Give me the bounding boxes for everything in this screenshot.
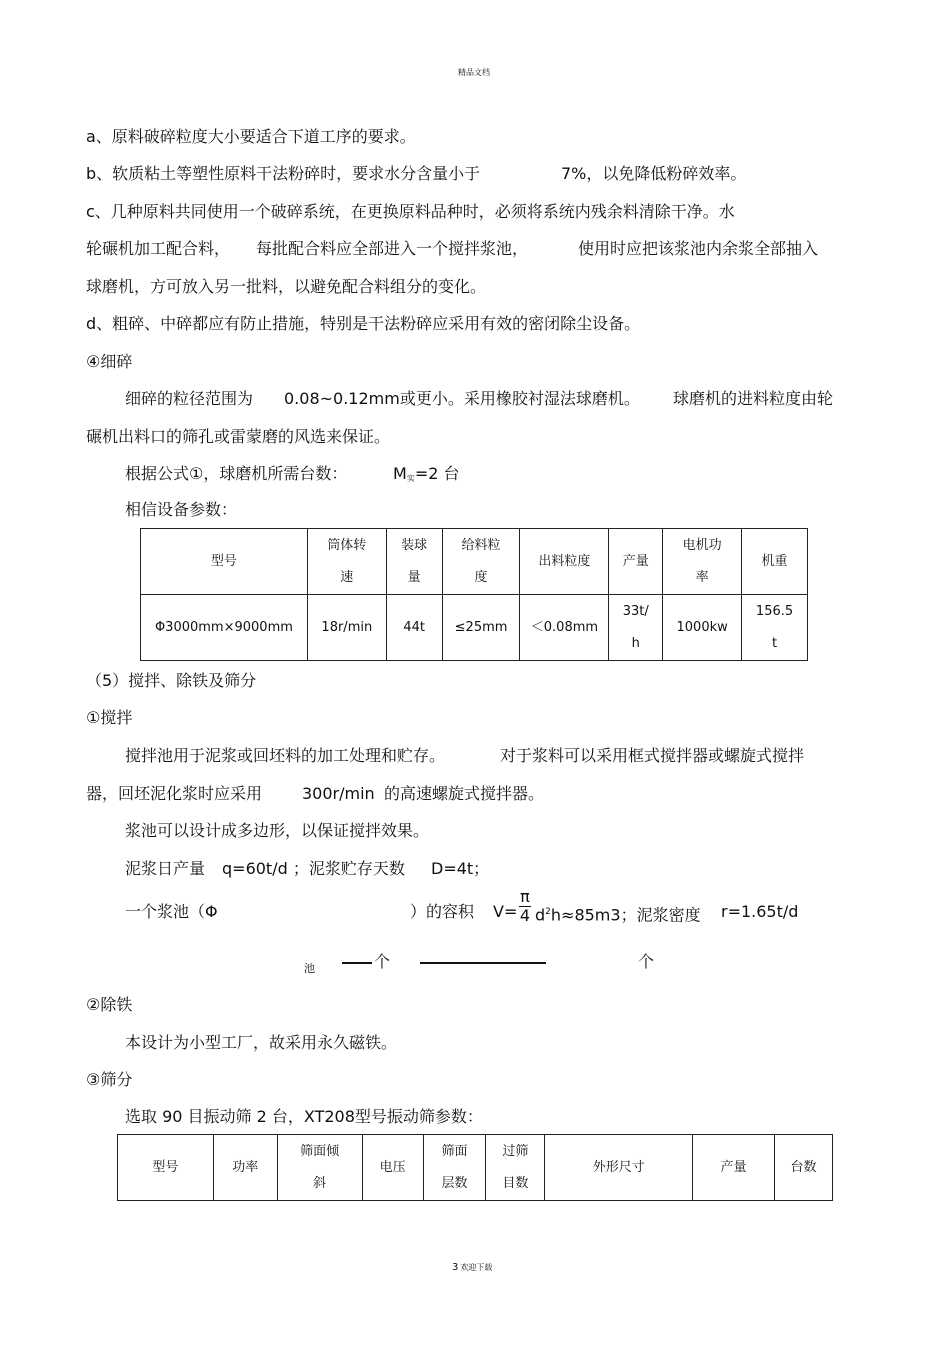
header-line: 目数	[502, 1175, 529, 1191]
para-b-right: 7%，以免降低粉碎效率。	[561, 164, 747, 183]
pool-d: d	[535, 905, 546, 925]
header-cell	[486, 1135, 545, 1201]
page-footer	[452, 1258, 492, 1278]
data-cell	[609, 595, 663, 661]
section-fine-crush: ④细碎	[86, 352, 133, 371]
header-cell: 电压	[362, 1135, 423, 1201]
header-line: 电机功	[682, 537, 722, 553]
header-cell	[663, 529, 742, 595]
para-c-line2-mid: 每批配合料应全部进入一个搅拌浆池，	[256, 239, 529, 258]
mix-line2-left: 器，回坯泥化浆时应采用	[86, 784, 263, 803]
header-line: 率	[695, 569, 709, 585]
section-iron-removal: ②除铁	[86, 995, 133, 1014]
header-line: 装球	[401, 537, 428, 553]
pool-count-unit-1: 个	[374, 952, 391, 971]
ball-mill-header-row	[141, 529, 808, 595]
para-d: d、粗碎、中碎都应有防止措施，特别是干法粉碎应采用有效的密闭除尘设备。	[86, 314, 641, 333]
header-cell: 产量	[693, 1135, 775, 1201]
header-line: 筛面倾	[300, 1143, 340, 1159]
header-cell: 功率	[213, 1135, 277, 1201]
header-cell: 型号	[118, 1135, 214, 1201]
header-cell: 产量	[609, 529, 663, 595]
pool-count-line-1	[342, 962, 372, 964]
pool-density: r=1.65t/d	[721, 902, 799, 921]
pool-line-mid: ）的容积	[410, 902, 475, 921]
header-line: 量	[407, 569, 421, 585]
mix-line3: 浆池可以设计成多边形，以保证搅拌效果。	[125, 821, 430, 840]
footer-text: 欢迎下载	[460, 1263, 493, 1272]
para-c-line2-left: 轮碾机加工配合料，	[86, 239, 231, 258]
equipment-params-label: 相信设备参数：	[125, 500, 238, 519]
para-c-line2-right: 使用时应把该浆池内余浆全部抽入	[578, 239, 819, 258]
ball-mill-table	[140, 528, 808, 661]
mix-line4-mid: q=60t/d ；泥浆贮存天数	[222, 859, 405, 878]
data-cell: Φ3000mm×9000mm	[141, 595, 308, 661]
fraction-numerator: π	[520, 887, 530, 906]
header-cell: 外形尺寸	[545, 1135, 693, 1201]
pool-count-line-2	[420, 962, 546, 964]
iron-line1: 本设计为小型工厂，故采用永久磁铁。	[125, 1033, 398, 1052]
header-cell: 机重	[742, 529, 808, 595]
header-cell	[386, 529, 442, 595]
formula-subscript: 实	[406, 474, 415, 483]
header-cell	[277, 1135, 362, 1201]
section-mixing: ①搅拌	[86, 708, 133, 727]
fine-line1-left: 细碎的粒径范围为	[125, 389, 254, 408]
header-line: 层数	[441, 1175, 468, 1191]
header-line: 度	[474, 569, 488, 585]
header-cell	[423, 1135, 486, 1201]
mix-line1-right: 对于浆料可以采用框式搅拌器或螺旋式搅拌	[500, 746, 805, 765]
sieve-table	[117, 1134, 833, 1201]
header-cell	[442, 529, 520, 595]
para-c-line3: 球磨机，方可放入另一批料，以避免配合料组分的变化。	[86, 277, 487, 296]
header-cell	[307, 529, 386, 595]
section-sieving: ③筛分	[86, 1070, 133, 1089]
page-number: 3	[452, 1262, 459, 1273]
pool-line-left: 一个浆池（Φ	[125, 902, 218, 921]
ball-mill-data-row	[141, 595, 808, 661]
pool-formula-tail	[535, 902, 701, 925]
data-cell: 1000kw	[663, 595, 742, 661]
sieve-header-row	[118, 1135, 833, 1201]
data-cell: ≤25mm	[442, 595, 520, 661]
sieve-line1: 选取 90 目振动筛 2 台，XT208型号振动筛参数：	[125, 1107, 483, 1126]
data-line: 33t/	[622, 603, 649, 619]
data-cell: 18r/min	[307, 595, 386, 661]
para-b-left: b、软质粘土等塑性原料干法粉碎时，要求水分含量小于	[86, 164, 481, 183]
header-line: 斜	[313, 1175, 327, 1191]
header-line: 速	[340, 569, 354, 585]
formula-line-left: 根据公式①，球磨机所需台数：	[125, 464, 348, 483]
header-line: 筛面	[441, 1143, 468, 1159]
mix-line4-right: D=4t；	[431, 859, 490, 878]
header-cell: 台数	[775, 1135, 833, 1201]
pool-subscript-label: 池	[304, 962, 315, 975]
header-line: 过筛	[502, 1143, 529, 1159]
pool-volume-label: V=	[493, 902, 518, 921]
data-line: t	[771, 635, 778, 651]
fine-line1-mid: 0.08~0.12mm或更小。采用橡胶衬湿法球磨机。	[284, 389, 640, 408]
mix-line2-right: 的高速螺旋式搅拌器。	[384, 784, 545, 803]
data-cell: ＜0.08mm	[520, 595, 609, 661]
page-header: 精品文档	[458, 68, 490, 77]
data-line: h	[631, 635, 640, 651]
header-line: 给料粒	[461, 537, 501, 553]
section-mix-iron-sieve: （5）搅拌、除铁及筛分	[86, 671, 257, 690]
header-cell: 型号	[141, 529, 308, 595]
data-cell	[742, 595, 808, 661]
pool-superscript: 2	[545, 907, 551, 917]
fine-line1-right: 球磨机的进料粒度由轮	[673, 389, 834, 408]
data-cell: 44t	[386, 595, 442, 661]
pool-fraction	[518, 888, 532, 925]
fine-line2: 碾机出料口的筛孔或雷蒙磨的风选来保证。	[86, 427, 391, 446]
para-a: a、原料破碎粒度大小要适合下道工序的要求。	[86, 127, 416, 146]
mix-line2-mid: 300r/min	[302, 784, 375, 803]
header-line: 筒体转	[327, 537, 367, 553]
data-line: 156.5	[755, 603, 794, 619]
fraction-denominator: 4	[519, 906, 531, 925]
formula-result: =2 台	[414, 464, 460, 483]
mix-line4-left: 泥浆日产量	[125, 859, 206, 878]
para-c-line1: c、几种原料共同使用一个破碎系统，在更换原料品种时，必须将系统内残余料清除干净。水	[86, 202, 735, 221]
pool-count-unit-2: 个	[638, 952, 655, 971]
formula-line-value	[393, 464, 460, 489]
mix-line1-left: 搅拌池用于泥浆或回坯料的加工处理和贮存。	[125, 746, 446, 765]
pool-volume-value: h≈85m3；泥浆密度	[550, 905, 701, 925]
formula-m: M	[393, 464, 407, 483]
header-cell: 出料粒度	[520, 529, 609, 595]
